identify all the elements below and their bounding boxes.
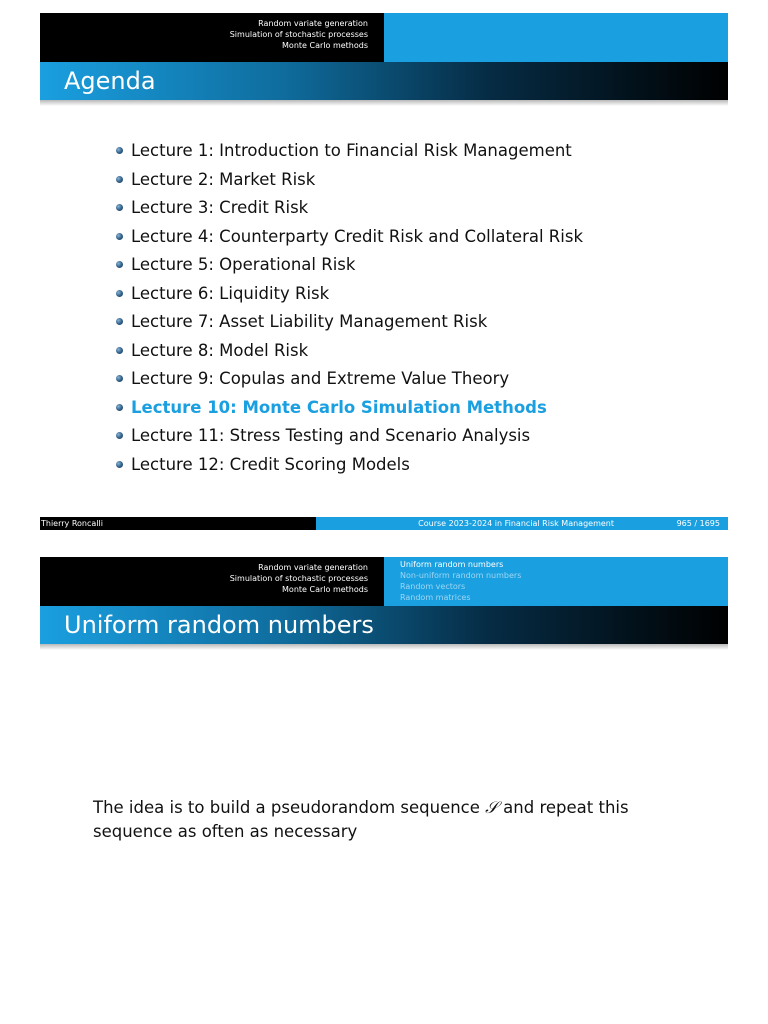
nav-subsection-random-vectors[interactable]: Random vectors bbox=[400, 582, 466, 591]
slide-agenda bbox=[40, 13, 728, 530]
agenda-item-label: Lecture 7: Asset Liability Management Risk bbox=[131, 312, 488, 331]
bullet-icon bbox=[116, 318, 123, 325]
footer-course-title: Course 2023-2024 in Financial Risk Management bbox=[316, 517, 622, 530]
body-text-end: and repeat this sequence as often as necessary bbox=[93, 798, 629, 841]
agenda-item bbox=[116, 365, 583, 394]
body-paragraph bbox=[93, 796, 703, 844]
section-navigation bbox=[40, 557, 384, 606]
footer-page-number: 965 / 1695 bbox=[622, 517, 728, 530]
bullet-icon bbox=[116, 233, 123, 240]
agenda-item-label: Lecture 3: Credit Risk bbox=[131, 198, 309, 217]
agenda-item bbox=[116, 251, 583, 280]
agenda-item bbox=[116, 337, 583, 366]
nav-section-monte-carlo[interactable]: Monte Carlo methods bbox=[282, 585, 368, 594]
footer bbox=[40, 517, 728, 530]
section-navigation bbox=[40, 13, 384, 62]
bullet-icon bbox=[116, 290, 123, 297]
nav-section-monte-carlo[interactable]: Monte Carlo methods bbox=[282, 41, 368, 50]
agenda-item bbox=[116, 223, 583, 252]
nav-subsection-non-uniform[interactable]: Non-uniform random numbers bbox=[400, 571, 522, 580]
frame-title: Uniform random numbers bbox=[40, 606, 728, 644]
agenda-item-label: Lecture 9: Copulas and Extreme Value Theory bbox=[131, 369, 510, 388]
agenda-item-label: Lecture 1: Introduction to Financial Risk Management bbox=[131, 141, 572, 160]
bullet-icon bbox=[116, 404, 123, 411]
agenda-item bbox=[116, 308, 583, 337]
agenda-item bbox=[116, 451, 583, 480]
bullet-icon bbox=[116, 204, 123, 211]
agenda-item bbox=[116, 137, 583, 166]
top-navigation bbox=[40, 557, 728, 606]
frame-title: Agenda bbox=[40, 62, 728, 100]
nav-section-random-variate[interactable]: Random variate generation bbox=[258, 19, 368, 28]
agenda-item-label: Lecture 12: Credit Scoring Models bbox=[131, 454, 410, 474]
subsection-navigation bbox=[384, 13, 728, 62]
nav-subsection-uniform[interactable]: Uniform random numbers bbox=[400, 560, 504, 569]
bullet-icon bbox=[116, 147, 123, 154]
bullet-icon bbox=[116, 261, 123, 268]
bullet-icon bbox=[116, 347, 123, 354]
agenda-item-label: Lecture 11: Stress Testing and Scenario Analysis bbox=[131, 426, 531, 445]
slide-uniform-random-numbers bbox=[40, 557, 728, 1024]
top-navigation bbox=[40, 13, 728, 62]
title-shadow bbox=[40, 100, 728, 106]
bullet-icon bbox=[116, 176, 123, 183]
agenda-item bbox=[116, 194, 583, 223]
sequence-symbol: 𝒮 bbox=[485, 798, 498, 817]
nav-subsection-random-matrices[interactable]: Random matrices bbox=[400, 593, 471, 602]
agenda-item-label: Lecture 10: Monte Carlo Simulation Methods bbox=[131, 397, 547, 417]
bullet-icon bbox=[116, 375, 123, 382]
agenda-item bbox=[116, 166, 583, 195]
bullet-icon bbox=[116, 432, 123, 439]
agenda-item bbox=[116, 422, 583, 451]
bullet-icon bbox=[116, 461, 123, 468]
agenda-item-label: Lecture 4: Counterparty Credit Risk and Collateral Risk bbox=[131, 226, 583, 246]
subsection-navigation bbox=[384, 557, 728, 606]
nav-section-stochastic-processes[interactable]: Simulation of stochastic processes bbox=[229, 30, 368, 39]
agenda-item-label: Lecture 2: Market Risk bbox=[131, 169, 316, 189]
agenda-list bbox=[116, 137, 583, 479]
nav-section-random-variate[interactable]: Random variate generation bbox=[258, 563, 368, 572]
agenda-item-label: Lecture 8: Model Risk bbox=[131, 340, 309, 360]
agenda-item bbox=[116, 280, 583, 309]
body-text-start: The idea is to build a pseudorandom sequence bbox=[93, 798, 486, 817]
nav-section-stochastic-processes[interactable]: Simulation of stochastic processes bbox=[229, 574, 368, 583]
footer-author: Thierry Roncalli bbox=[40, 517, 316, 530]
agenda-item-current bbox=[116, 394, 583, 423]
agenda-item-label: Lecture 5: Operational Risk bbox=[131, 255, 356, 274]
agenda-item-label: Lecture 6: Liquidity Risk bbox=[131, 283, 330, 303]
title-shadow bbox=[40, 644, 728, 650]
